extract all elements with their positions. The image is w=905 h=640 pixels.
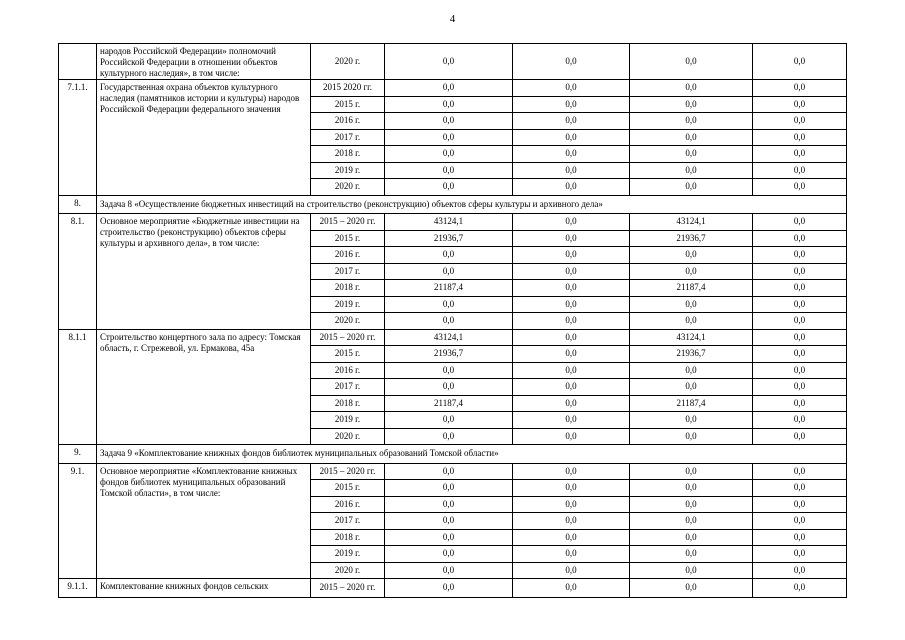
- value-cell: 0,0: [753, 214, 847, 231]
- value-cell: 0,0: [630, 179, 753, 196]
- value-cell: 43124,1: [385, 214, 513, 231]
- period-cell: 2017 г.: [311, 379, 385, 396]
- activity-name: Комплектование книжных фондов сельских: [97, 579, 311, 598]
- period-cell: 2015 – 2020 гг.: [311, 579, 385, 598]
- row-number: [59, 44, 97, 80]
- value-cell: 43124,1: [630, 329, 753, 346]
- value-cell: 0,0: [513, 96, 630, 113]
- budget-table: [58, 43, 847, 598]
- activity-name: Основное мероприятие «Бюджетные инвестиции на строительство (реконструкцию) объектов сферы культуры и архивного дела», в том числе:: [97, 214, 311, 330]
- value-cell: 0,0: [753, 529, 847, 546]
- value-cell: 0,0: [753, 463, 847, 480]
- period-cell: 2017 г.: [311, 129, 385, 146]
- value-cell: 0,0: [385, 428, 513, 445]
- value-cell: 21936,7: [630, 230, 753, 247]
- table-row: [59, 80, 847, 97]
- value-cell: 0,0: [513, 80, 630, 97]
- activity-name: Основное мероприятие «Комплектование книжных фондов библиотек муниципальных образований Томской области», в том числе:: [97, 463, 311, 579]
- value-cell: 0,0: [753, 395, 847, 412]
- value-cell: 0,0: [630, 379, 753, 396]
- period-cell: 2020 г.: [311, 428, 385, 445]
- value-cell: 0,0: [630, 480, 753, 497]
- period-cell: 2019 г.: [311, 546, 385, 563]
- value-cell: 0,0: [385, 146, 513, 163]
- value-cell: 0,0: [753, 546, 847, 563]
- row-number: 8.: [59, 195, 97, 214]
- table-row: [59, 463, 847, 480]
- value-cell: 0,0: [385, 529, 513, 546]
- value-cell: 0,0: [753, 313, 847, 330]
- value-cell: 0,0: [630, 463, 753, 480]
- value-cell: 0,0: [630, 80, 753, 97]
- value-cell: 0,0: [513, 214, 630, 231]
- period-cell: 2018 г.: [311, 280, 385, 297]
- value-cell: 0,0: [630, 362, 753, 379]
- value-cell: 0,0: [753, 113, 847, 130]
- table-row: [59, 44, 847, 80]
- value-cell: 0,0: [385, 129, 513, 146]
- period-cell: 2019 г.: [311, 296, 385, 313]
- period-cell: 2017 г.: [311, 513, 385, 530]
- value-cell: 0,0: [513, 395, 630, 412]
- task-row: [59, 445, 847, 464]
- value-cell: 0,0: [513, 313, 630, 330]
- task-title: Задача 8 «Осуществление бюджетных инвестиций на строительство (реконструкцию) объектов сферы культуры и архивного дела»: [97, 195, 847, 214]
- value-cell: 0,0: [385, 513, 513, 530]
- value-cell: 0,0: [753, 247, 847, 264]
- value-cell: 0,0: [753, 562, 847, 579]
- value-cell: 43124,1: [630, 214, 753, 231]
- value-cell: 0,0: [630, 96, 753, 113]
- row-number: 8.1.: [59, 214, 97, 330]
- value-cell: 0,0: [753, 379, 847, 396]
- value-cell: 0,0: [630, 546, 753, 563]
- value-cell: 0,0: [385, 113, 513, 130]
- value-cell: 0,0: [513, 296, 630, 313]
- value-cell: 0,0: [753, 96, 847, 113]
- value-cell: 0,0: [630, 162, 753, 179]
- value-cell: 21187,4: [385, 395, 513, 412]
- value-cell: 0,0: [630, 44, 753, 80]
- period-cell: 2015 г.: [311, 230, 385, 247]
- period-cell: 2015 – 2020 гг.: [311, 214, 385, 231]
- value-cell: 0,0: [385, 44, 513, 80]
- table-row: [59, 214, 847, 231]
- value-cell: 0,0: [513, 562, 630, 579]
- value-cell: 0,0: [513, 346, 630, 363]
- row-number: 8.1.1: [59, 329, 97, 445]
- row-number: 9.1.1.: [59, 579, 97, 598]
- value-cell: 0,0: [513, 179, 630, 196]
- value-cell: 0,0: [630, 562, 753, 579]
- period-cell: 2018 г.: [311, 395, 385, 412]
- value-cell: 0,0: [630, 496, 753, 513]
- value-cell: 0,0: [753, 179, 847, 196]
- value-cell: 0,0: [513, 247, 630, 264]
- value-cell: 0,0: [385, 546, 513, 563]
- period-cell: 2018 г.: [311, 146, 385, 163]
- value-cell: 0,0: [513, 329, 630, 346]
- period-cell: 2015 2020 гг.: [311, 80, 385, 97]
- period-cell: 2015 г.: [311, 480, 385, 497]
- value-cell: 0,0: [630, 113, 753, 130]
- value-cell: 21936,7: [385, 230, 513, 247]
- value-cell: 0,0: [513, 113, 630, 130]
- value-cell: 0,0: [753, 346, 847, 363]
- period-cell: 2016 г.: [311, 496, 385, 513]
- value-cell: 0,0: [753, 146, 847, 163]
- task-row: [59, 195, 847, 214]
- value-cell: 0,0: [753, 329, 847, 346]
- period-cell: 2020 г.: [311, 179, 385, 196]
- period-cell: 2015 г.: [311, 96, 385, 113]
- value-cell: 0,0: [630, 313, 753, 330]
- value-cell: 0,0: [513, 463, 630, 480]
- value-cell: 0,0: [385, 313, 513, 330]
- value-cell: 0,0: [753, 44, 847, 80]
- value-cell: 21936,7: [630, 346, 753, 363]
- value-cell: 0,0: [630, 146, 753, 163]
- value-cell: 0,0: [630, 529, 753, 546]
- period-cell: 2015 – 2020 гг.: [311, 329, 385, 346]
- value-cell: 0,0: [385, 579, 513, 598]
- value-cell: 0,0: [385, 496, 513, 513]
- value-cell: 0,0: [385, 362, 513, 379]
- value-cell: 0,0: [385, 562, 513, 579]
- value-cell: 0,0: [385, 162, 513, 179]
- value-cell: 0,0: [513, 496, 630, 513]
- period-cell: 2019 г.: [311, 412, 385, 429]
- value-cell: 0,0: [753, 362, 847, 379]
- value-cell: 0,0: [630, 412, 753, 429]
- row-number: 9.: [59, 445, 97, 464]
- period-cell: 2016 г.: [311, 113, 385, 130]
- value-cell: 0,0: [513, 379, 630, 396]
- value-cell: 0,0: [385, 179, 513, 196]
- value-cell: 0,0: [513, 362, 630, 379]
- value-cell: 0,0: [513, 44, 630, 80]
- value-cell: 43124,1: [385, 329, 513, 346]
- task-title: Задача 9 «Комплектование книжных фондов библиотек муниципальных образований Томской области»: [97, 445, 847, 464]
- value-cell: 0,0: [513, 579, 630, 598]
- value-cell: 0,0: [385, 247, 513, 264]
- value-cell: 0,0: [753, 428, 847, 445]
- value-cell: 21187,4: [385, 280, 513, 297]
- value-cell: 0,0: [753, 280, 847, 297]
- value-cell: 0,0: [385, 480, 513, 497]
- value-cell: 0,0: [385, 379, 513, 396]
- value-cell: 0,0: [753, 579, 847, 598]
- activity-name: Государственная охрана объектов культурного наследия (памятников истории и культуры) народов Российской Федерации федерального значения: [97, 80, 311, 196]
- value-cell: 0,0: [513, 529, 630, 546]
- value-cell: 0,0: [630, 428, 753, 445]
- value-cell: 0,0: [630, 579, 753, 598]
- period-cell: 2020 г.: [311, 44, 385, 80]
- value-cell: 0,0: [753, 263, 847, 280]
- value-cell: 0,0: [753, 412, 847, 429]
- value-cell: 0,0: [513, 230, 630, 247]
- value-cell: 0,0: [513, 546, 630, 563]
- value-cell: 0,0: [753, 129, 847, 146]
- value-cell: 0,0: [753, 480, 847, 497]
- value-cell: 0,0: [630, 513, 753, 530]
- value-cell: 0,0: [385, 96, 513, 113]
- value-cell: 0,0: [513, 480, 630, 497]
- value-cell: 0,0: [753, 496, 847, 513]
- value-cell: 0,0: [385, 463, 513, 480]
- value-cell: 0,0: [753, 162, 847, 179]
- value-cell: 0,0: [513, 412, 630, 429]
- activity-name: Строительство концертного зала по адресу: Томская область, г. Стрежевой, ул. Ермакова, 45а: [97, 329, 311, 445]
- value-cell: 21187,4: [630, 395, 753, 412]
- table-row: [59, 579, 847, 598]
- value-cell: 0,0: [513, 263, 630, 280]
- period-cell: 2016 г.: [311, 247, 385, 264]
- value-cell: 0,0: [513, 129, 630, 146]
- period-cell: 2017 г.: [311, 263, 385, 280]
- value-cell: 0,0: [513, 280, 630, 297]
- value-cell: 0,0: [385, 412, 513, 429]
- period-cell: 2020 г.: [311, 313, 385, 330]
- value-cell: 0,0: [753, 296, 847, 313]
- value-cell: 0,0: [513, 513, 630, 530]
- value-cell: 21187,4: [630, 280, 753, 297]
- period-cell: 2019 г.: [311, 162, 385, 179]
- value-cell: 0,0: [513, 146, 630, 163]
- value-cell: 0,0: [513, 428, 630, 445]
- period-cell: 2020 г.: [311, 562, 385, 579]
- table-row: [59, 329, 847, 346]
- value-cell: 0,0: [753, 230, 847, 247]
- value-cell: 0,0: [753, 513, 847, 530]
- period-cell: 2015 – 2020 гг.: [311, 463, 385, 480]
- value-cell: 0,0: [385, 296, 513, 313]
- value-cell: 0,0: [385, 80, 513, 97]
- row-number: 7.1.1.: [59, 80, 97, 196]
- activity-name: народов Российской Федерации» полномочий Российской Федерации в отношении объектов культурного наследия», в том числе:: [97, 44, 311, 80]
- value-cell: 0,0: [513, 162, 630, 179]
- row-number: 9.1.: [59, 463, 97, 579]
- value-cell: 0,0: [630, 263, 753, 280]
- period-cell: 2015 г.: [311, 346, 385, 363]
- period-cell: 2018 г.: [311, 529, 385, 546]
- value-cell: 0,0: [630, 247, 753, 264]
- value-cell: 0,0: [385, 263, 513, 280]
- value-cell: 0,0: [753, 80, 847, 97]
- value-cell: 0,0: [630, 296, 753, 313]
- value-cell: 21936,7: [385, 346, 513, 363]
- period-cell: 2016 г.: [311, 362, 385, 379]
- value-cell: 0,0: [630, 129, 753, 146]
- page-number: 4: [449, 13, 456, 25]
